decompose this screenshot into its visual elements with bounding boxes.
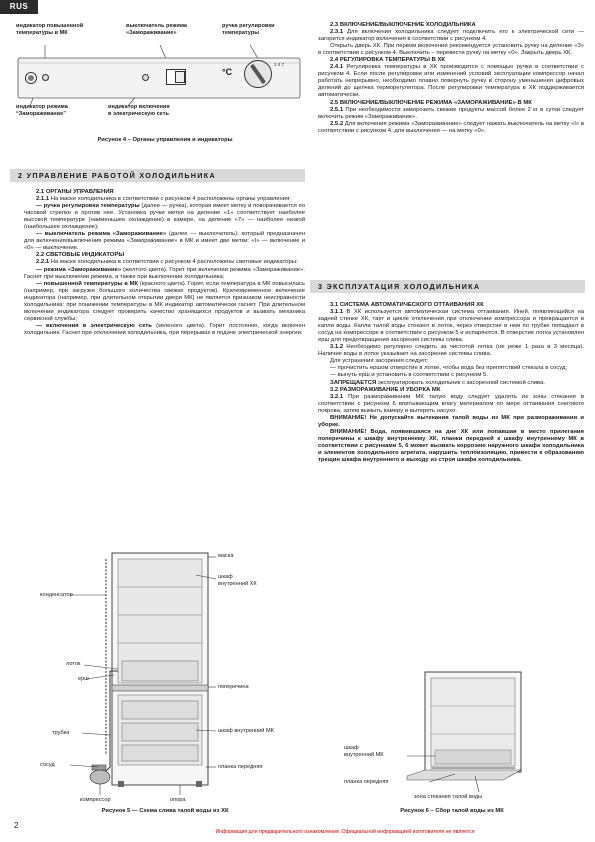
warning-text: ВНИМАНИЕ! Не допускайте вытекания талой воды из МК при размораживании и уборке. bbox=[318, 414, 584, 428]
language-tag: RUS bbox=[0, 0, 38, 14]
label-front-plank: планка передняя bbox=[218, 764, 263, 770]
heading-2-5: 2.5 ВКЛЮЧЕНИЕ/ВЫКЛЮЧЕНИЕ РЕЖИМА «ЗАМОРАЖИВАНИЕ» В МК bbox=[330, 99, 532, 106]
heading-3-1: 3.1 СИСТЕМА АВТОМАТИЧЕСКОГО ОТТАИВАНИЯ ХК bbox=[330, 302, 484, 308]
para-text: (желтого цвета). Горит при включении режима «Замораживание». Гаснет при выключении режима, а также при выключении холодильника; bbox=[24, 266, 305, 280]
indicator-term: — повышенной температуры в МК bbox=[36, 280, 139, 287]
para-num: 2.1.1 bbox=[36, 196, 50, 203]
figure-5-caption: Рисунок 5 — Схема слива талой воды из ХК bbox=[101, 808, 229, 814]
label-inner-cabinet-hk: шкаф внутренний ХК bbox=[218, 574, 257, 587]
knob-mark: 1 bbox=[274, 62, 277, 67]
heading-2-4: 2.4 РЕГУЛИРОВКА ТЕМПЕРАТУРЫ В ХК bbox=[330, 57, 445, 64]
para-text: Регулировка температуры в ХК производится с помощью ручки в соответствии с рисунком 4. Если после регулировки или изменений условий эксплуатации компрессор начал работать непрерывно, необходимо плавно повернуть ручку в сторону уменьшения цифровых делений до щелчка терморегулятора. После регулировки температура в ХК поддерживается автоматически. bbox=[318, 64, 584, 99]
power-indicator-icon bbox=[142, 74, 149, 81]
knob-scale bbox=[274, 62, 284, 67]
label-inner-cabinet-mk-fig6: шкаф внутренний МК bbox=[344, 745, 384, 758]
figure-4-caption: Рисунок 4 – Органы управления и индикаторы bbox=[97, 137, 233, 143]
section-2-continued-text bbox=[318, 22, 584, 135]
knob-term: — ручка регулировки температуры bbox=[36, 203, 140, 210]
label-freeze-indicator: индикатор режима “Замораживание” bbox=[16, 104, 68, 117]
indicator-term: — режима «Замораживание» bbox=[36, 266, 122, 273]
para-text: Для устранения засорения следует: bbox=[330, 358, 429, 365]
para-text: эксплуатировать холодильник с засоренной системой слива. bbox=[376, 379, 546, 386]
heading-3-2: 3.2 РАЗМОРАЖИВАНИЕ И УБОРКА МК bbox=[330, 386, 441, 393]
heading-2-3: 2.3 ВКЛЮЧЕНИЕ/ВЫКЛЮЧЕНИЕ ХОЛОДИЛЬНИКА bbox=[330, 22, 476, 28]
para-text: (зеленого цвета). Горит постоянно, когда включен холодильник. Гаснет при отключении холодильника, при перерывах в подаче электрической энергии. bbox=[24, 322, 305, 336]
label-vessel: сосуд bbox=[40, 762, 55, 768]
heading-2-2: 2.2 СВЕТОВЫЕ ИНДИКАТОРЫ bbox=[36, 252, 125, 259]
celsius-mark: °C bbox=[222, 67, 233, 77]
para-text: Для включения холодильника следует подключить его к электрической сети — загорится индикатор включения в соответствии с рисунком 4. bbox=[318, 29, 584, 43]
footer-notice: Информация для предварительного ознакомления. Официальной информацией изготовителя не является bbox=[215, 829, 475, 835]
para-text: (далее — выключатель), который предназначен для включения/выключения режима «Замораживание» в МК и имеет две метки: «I» — включение и «0» — выключение. bbox=[24, 231, 306, 252]
para-text: (красного цвета). Горит, если температура в МК повысилась (например, при загрузке большого количества свежих продуктов). Кратковременное включение индикатора (например, при длительном открытии двери МК) не является признаком неисправности холодильника: при понижении температуры в МК индикатор автоматически гаснет. При длительном включении индикатора следует проверить качество хранящихся продуктов и вызвать механика сервисной службы; bbox=[24, 280, 306, 322]
label-drip-zone: зона стекания талой воды bbox=[414, 794, 483, 800]
section-3-header: 3 ЭКСПЛУАТАЦИЯ ХОЛОДИЛЬНИКА bbox=[310, 280, 585, 293]
section-3-text bbox=[318, 302, 584, 464]
knob-mark: 7 bbox=[281, 62, 285, 67]
para-num: 3.1.2 bbox=[330, 344, 344, 351]
label-temp-knob: ручка регулировки температуры bbox=[222, 23, 275, 36]
label-inner-cabinet-mk: шкаф внутренний МК bbox=[218, 728, 274, 734]
para-text: При размораживании МК талую воду следует удалять из зоны стекания в соответствии с рисунком 6 впитывающим влагу материалом по мере оттаивания снегового покрова, затем вымыть камеру и вытереть насухо. bbox=[318, 393, 584, 414]
forbid-term: ЗАПРЕЩАЕТСЯ bbox=[330, 379, 377, 386]
page-number: 2 bbox=[14, 821, 19, 830]
para-num: 2.3.1 bbox=[330, 29, 344, 36]
para-num: 2.5.1 bbox=[330, 106, 344, 113]
label-condenser: конденсатор bbox=[40, 592, 73, 598]
label-tray: лоток bbox=[66, 661, 81, 667]
indicator-term: — включения в электрическую сеть bbox=[36, 322, 152, 329]
label-compressor: компрессор bbox=[80, 797, 111, 803]
para-text: Для включения режима «Замораживание» следует нажать выключатель на метку «I» в соответствии с рисунком 4, для выключения — на метку «0». bbox=[318, 120, 584, 134]
para-text: Открыть дверь ХК. При первом включении рекомендуется установить ручку на деление «3» в соответствии с рисунком 4. Выключить – перевести ручку на метку «0». Закрыть дверь ХК. bbox=[318, 43, 584, 57]
para-num: 2.2.1 bbox=[36, 259, 50, 266]
section-2-header: 2 УПРАВЛЕНИЕ РАБОТОЙ ХОЛОДИЛЬНИКА bbox=[10, 169, 305, 182]
para-text: — прочистить ершом отверстие в лотке, чтобы вода без препятствий стекала в сосуд; bbox=[330, 365, 568, 372]
fridge-drain-diagram bbox=[10, 545, 310, 807]
freeze-mode-indicator-icon bbox=[25, 72, 37, 84]
para-text: Необходимо регулярно следить за чистотой лотка (не реже 1 раза в 3 месяца). Наличие воды в лотке указывает на засорение системы слива. bbox=[318, 344, 584, 358]
label-crossbar: поперечина bbox=[218, 684, 249, 690]
section-2-text bbox=[24, 189, 305, 337]
para-num: 2.4.1 bbox=[330, 64, 344, 71]
para-num: 3.1.1 bbox=[330, 309, 344, 316]
temperature-knob[interactable] bbox=[244, 60, 272, 88]
switch-term: — выключатель режима «Замораживание» bbox=[36, 231, 167, 238]
para-num: 3.2.1 bbox=[330, 393, 344, 400]
warning-text: ВНИМАНИЕ! Вода, появившаяся на дне ХК или попавшая в место прилегания поперечины к шкафу внутреннему ХК, планки передней к шкафу внутреннему МК в соответствии с рисунками 5, 6 может вызвать коррозию наружного шкафа холодильника и элементов холодильного агрегата, нарушить теплоизоляцию, привести к образованию трещин шкафа внутреннего и выходу из строя шкафа холодильника. bbox=[318, 428, 584, 464]
label-support: опора bbox=[170, 797, 186, 803]
para-text: В ХК используется автоматическая система оттаивания. Иней, появляющийся на задней стенке ХК, тает в цикле отключения при отключении компрессора и превращается в капли воды. Капли талой воды стекают в лоток, через отверстие в нем по трубке попадают в сосуд на компрессоре в соответствии с рисунком 5 и испаряются. В отверстие лотка установлен ерш для предотвращения засорения системы слива. bbox=[318, 309, 584, 344]
freeze-switch-button[interactable] bbox=[166, 69, 186, 85]
high-temp-indicator-icon bbox=[42, 74, 49, 81]
label-power-indicator: индикатор включения в электрическую сеть bbox=[108, 104, 170, 117]
label-freeze-switch: выключатель режима «Замораживание» bbox=[126, 23, 187, 36]
para-text: — вынуть ерш и установить в соответствии с рисунком 5. bbox=[330, 372, 488, 379]
para-text: (далее — ручка), которая имеет метку и поворачивается по часовой стрелке и против нее. Установка ручки метки на деление «1» соответствует наиболее высокой температуре (наименьшее охлаждение) в камере, на деление «7» — наиболее низкой (наибольшее охлаждение); bbox=[24, 203, 306, 231]
para-num: 2.5.2 bbox=[330, 120, 344, 127]
label-mask: маска bbox=[218, 553, 234, 559]
knob-mark: 4 bbox=[277, 62, 281, 67]
figure-6-caption: Рисунок 6 – Сбор талой воды из МК bbox=[400, 808, 504, 814]
label-brush: ерш bbox=[78, 676, 89, 682]
label-front-plank-fig6: планка передняя bbox=[344, 779, 389, 785]
para-text: На маске холодильника в соответствии с рисунком 4 расположены световые индикаторы: bbox=[49, 259, 298, 266]
label-tube: трубка bbox=[52, 730, 70, 736]
label-high-temp-indicator: индикатор повышенной температуры в МК bbox=[16, 23, 84, 36]
heading-2-1: 2.1 ОРГАНЫ УПРАВЛЕНИЯ bbox=[36, 189, 114, 195]
para-text: При необходимости заморозить свежие продукты массой более 2 кг в сутки следует включить режим «Замораживание». bbox=[318, 106, 584, 120]
para-text: На маске холодильника в соответствии с рисунком 4 расположены органы управления: bbox=[49, 196, 291, 203]
freezer-cleanup-diagram bbox=[395, 664, 525, 804]
